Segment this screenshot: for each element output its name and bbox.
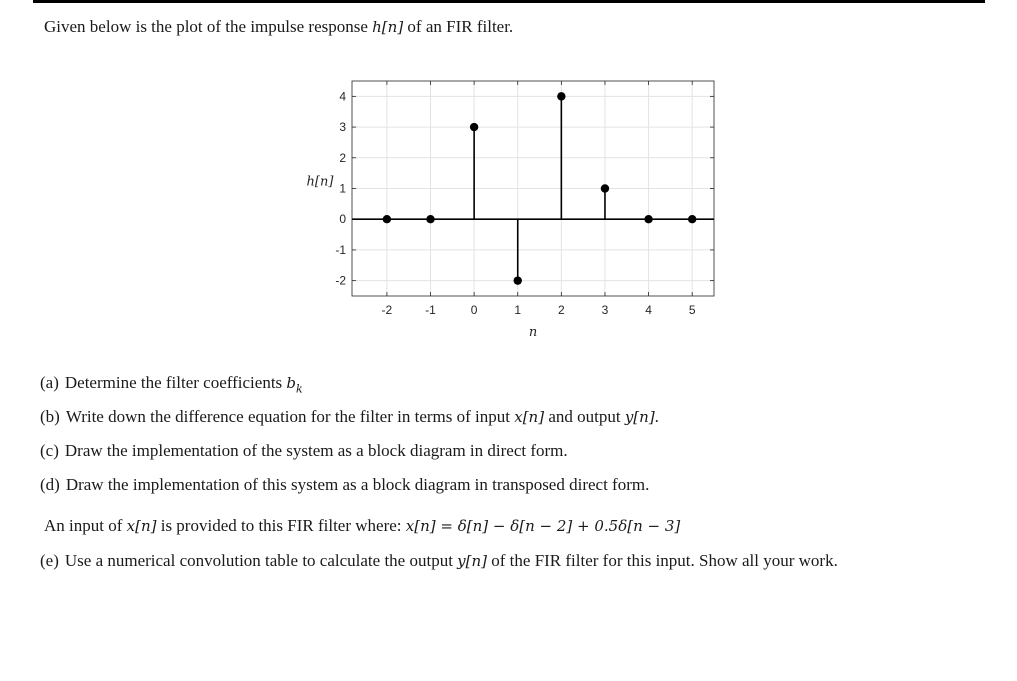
question-a-text: Determine the filter coefficients	[64, 373, 287, 392]
y-tick-label: 3	[339, 120, 346, 135]
question-d-label: (d)	[40, 475, 60, 494]
input-symbol: x[n]	[126, 517, 157, 535]
x-tick-label: -2	[381, 303, 393, 317]
y-tick-label: 4	[339, 89, 346, 104]
question-a	[40, 372, 1000, 406]
stem-marker	[383, 215, 391, 223]
stem-marker	[644, 215, 652, 223]
question-d	[40, 474, 1000, 508]
input-equation: x[n] = δ[n] − δ[n − 2] + 0.5δ[n − 3]	[405, 517, 681, 535]
question-e	[40, 551, 838, 571]
question-b	[40, 406, 1000, 440]
y-tick-label: -2	[335, 273, 346, 288]
y-tick-label: -1	[335, 242, 346, 257]
impulse-response-plot	[290, 70, 730, 350]
question-b-math-x: x[n]	[514, 408, 545, 426]
stem-marker	[557, 92, 565, 100]
input-before: An input of	[44, 516, 127, 535]
question-a-sub: k	[296, 382, 303, 396]
question-list	[40, 372, 1000, 508]
x-tick-label: 2	[558, 303, 565, 317]
question-e-after: of the FIR filter for this input. Show all your work.	[487, 551, 838, 570]
question-b-text: Write down the difference equation for the filter in terms of input	[65, 407, 515, 426]
stem-marker	[601, 184, 609, 192]
y-tick-label: 0	[339, 212, 346, 227]
question-c-label: (c)	[40, 441, 59, 460]
x-tick-label: 1	[514, 303, 522, 317]
stem-marker	[514, 276, 522, 284]
question-b-label: (b)	[40, 407, 60, 426]
y-axis-label: h[n]	[306, 174, 334, 190]
input-definition	[44, 516, 680, 536]
question-c-text: Draw the implementation of the system as a block diagram in direct form.	[64, 441, 568, 460]
intro-before: Given below is the plot of the impulse response	[44, 17, 373, 36]
question-b-tail: .	[654, 407, 659, 426]
top-rule	[33, 0, 985, 3]
stem-marker	[426, 215, 434, 223]
x-tick-label: 3	[601, 303, 609, 317]
stem-marker	[470, 123, 478, 131]
question-d-text: Draw the implementation of this system as a block diagram in transposed direct form.	[65, 475, 650, 494]
question-c	[40, 440, 1000, 474]
question-b-mid: and output	[544, 407, 625, 426]
question-a-math: b	[286, 374, 297, 392]
stem-marker	[688, 215, 696, 223]
intro-text	[44, 17, 513, 37]
intro-symbol: h[n]	[372, 18, 404, 36]
x-tick-label: 4	[645, 303, 652, 317]
x-tick-label: -1	[425, 303, 436, 317]
question-e-label: (e)	[40, 551, 59, 570]
question-e-symbol: y[n]	[457, 552, 488, 570]
x-axis-label: n	[528, 325, 538, 340]
question-b-math-y: y[n]	[624, 408, 655, 426]
y-tick-label: 1	[339, 181, 346, 196]
intro-after: of an FIR filter.	[403, 17, 514, 36]
x-tick-label: 0	[470, 303, 478, 317]
input-middle: is provided to this FIR filter where:	[156, 516, 406, 535]
question-e-before: Use a numerical convolution table to calculate the output	[64, 551, 458, 570]
x-tick-label: 5	[688, 303, 696, 317]
question-a-label: (a)	[40, 373, 59, 392]
stem-chart	[290, 70, 730, 345]
y-tick-label: 2	[339, 150, 346, 165]
